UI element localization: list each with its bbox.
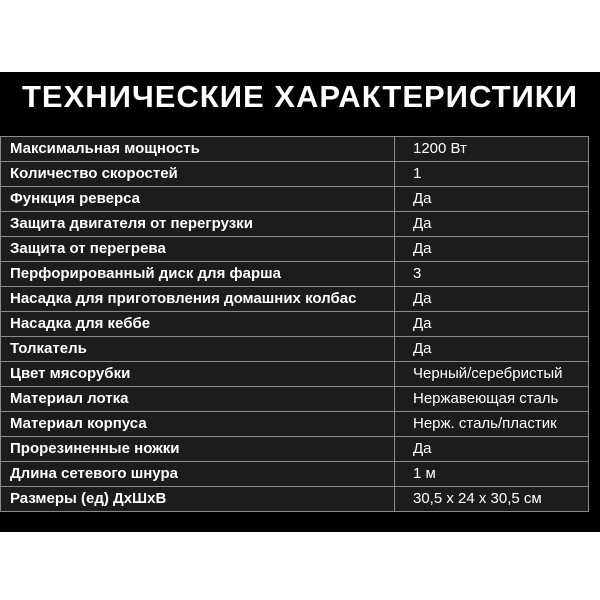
spec-param: Толкатель [1,337,395,362]
spec-value: Черный/серебристый [395,362,589,387]
table-row [1,162,589,187]
table-row [1,362,589,387]
spec-param: Длина сетевого шнура [1,462,395,487]
page-title: ТЕХНИЧЕСКИЕ ХАРАКТЕРИСТИКИ [22,79,578,114]
spec-param: Насадка для приготовления домашних колбас [1,287,395,312]
table-row [1,312,589,337]
spec-value: Да [395,337,589,362]
spec-table [0,136,589,512]
spec-param: Функция реверса [1,187,395,212]
table-row [1,437,589,462]
table-row [1,337,589,362]
spec-param: Максимальная мощность [1,137,395,162]
table-row [1,212,589,237]
table-row [1,387,589,412]
spec-value: 30,5 x 24 x 30,5 см [395,487,589,512]
table-row [1,287,589,312]
spec-value: Да [395,312,589,337]
table-row [1,412,589,437]
table-row [1,237,589,262]
spec-param: Размеры (ед) ДхШхВ [1,487,395,512]
table-row [1,462,589,487]
spec-param: Прорезиненные ножки [1,437,395,462]
spec-value: Да [395,187,589,212]
spec-param: Цвет мясорубки [1,362,395,387]
spec-value: 1200 Вт [395,137,589,162]
spec-value: 3 [395,262,589,287]
table-row [1,137,589,162]
spec-value: 1 [395,162,589,187]
spec-param: Материал лотка [1,387,395,412]
spec-param: Защита от перегрева [1,237,395,262]
spec-param: Насадка для кеббе [1,312,395,337]
spec-param: Количество скоростей [1,162,395,187]
table-row [1,262,589,287]
spec-value: Да [395,212,589,237]
spec-param: Материал корпуса [1,412,395,437]
spec-value: Да [395,437,589,462]
table-row [1,487,589,512]
spec-param: Перфорированный диск для фарша [1,262,395,287]
spec-value: Нерж. сталь/пластик [395,412,589,437]
spec-value: 1 м [395,462,589,487]
spec-param: Защита двигателя от перегрузки [1,212,395,237]
table-row [1,187,589,212]
spec-value: Да [395,287,589,312]
spec-value: Да [395,237,589,262]
spec-value: Нержавеющая сталь [395,387,589,412]
